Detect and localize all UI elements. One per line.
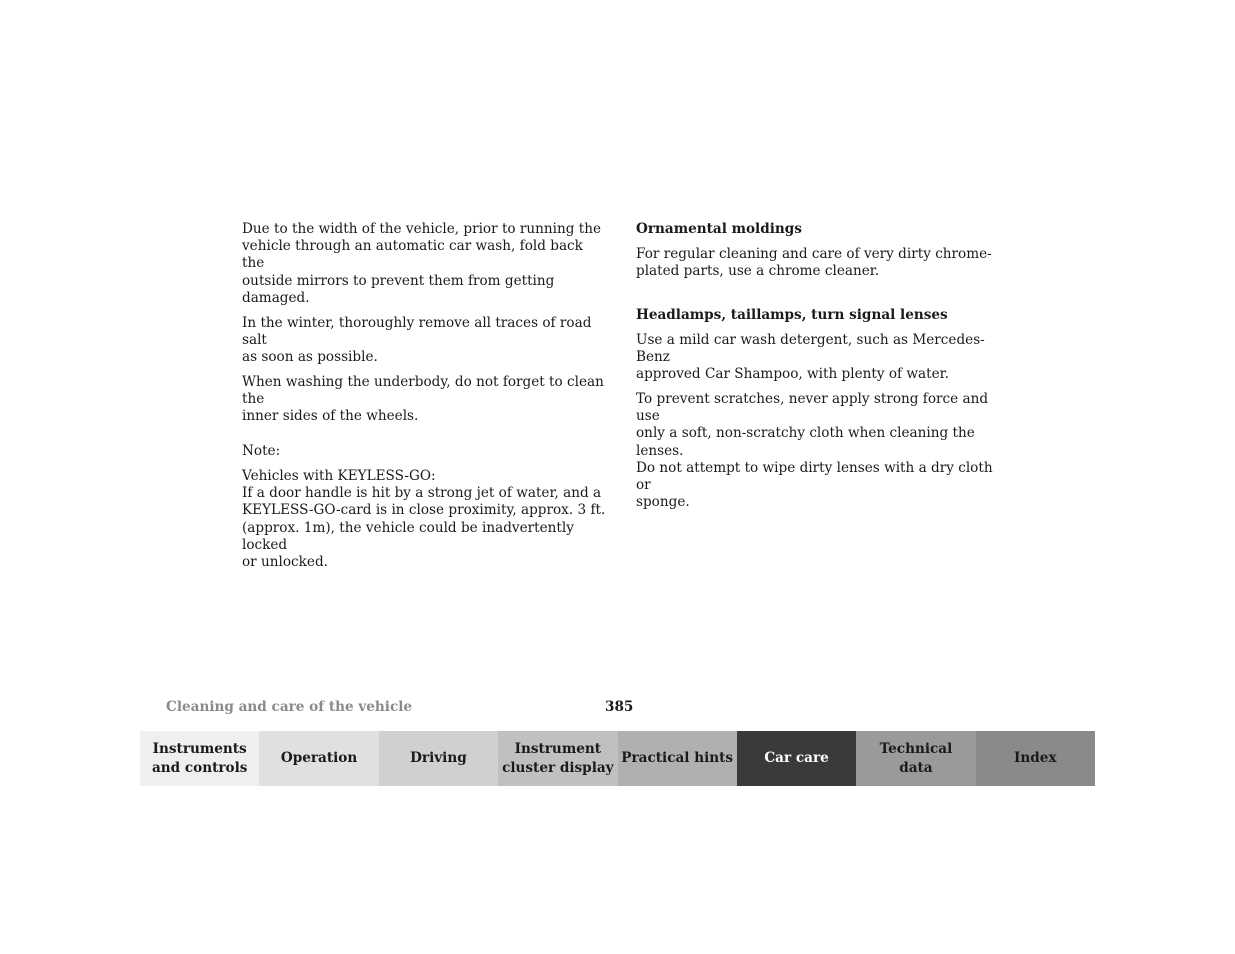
winter-salt-paragraph: In the winter, thoroughly remove all traces of road salt as soon as possible. (242, 314, 592, 365)
tab-technical-data[interactable]: Technical data (856, 731, 975, 786)
mirror-paragraph: Due to the width of the vehicle, prior to running the vehicle through an automatic car wash, fold back the outside mirrors to prevent them from getting damaged. (242, 221, 602, 306)
note-label: Note: (242, 443, 281, 460)
tab-index[interactable]: Index (976, 731, 1095, 786)
tab-practical-hints[interactable]: Practical hints (618, 731, 737, 786)
scratches-paragraph: To prevent scratches, never apply strong force and use only a soft, non-scratchy cloth when cleaning the lenses. Do not attempt to wipe dirty lenses with a dry cloth or sponge. (636, 390, 993, 511)
car-shampoo-paragraph: Use a mild car wash detergent, such as Mercedes-Benz approved Car Shampoo, with plenty of water. (636, 331, 985, 383)
section-title: Cleaning and care of the vehicle (166, 699, 413, 715)
ornamental-moldings-heading: Ornamental moldings (636, 221, 802, 237)
lenses-heading: Headlamps, taillamps, turn signal lenses (636, 306, 948, 323)
tab-driving[interactable]: Driving (379, 731, 498, 786)
chrome-cleaner-paragraph: For regular cleaning and care of very dirty chrome- plated parts, use a chrome cleaner. (636, 246, 992, 280)
page-number: 385 (605, 699, 634, 715)
tab-car-care[interactable]: Car care (737, 731, 856, 786)
right-column (636, 221, 1001, 519)
tab-instrument-cluster-display[interactable]: Instrument cluster display (498, 731, 617, 786)
keyless-go-note: Vehicles with KEYLESS-GO: If a door handle is hit by a strong jet of water, and a KEYLESS-GO-card is in close proximity, approx. 3 ft. (approx. 1m), the vehicle could be inadvertently locked or unlocked. (242, 467, 606, 570)
underbody-paragraph: When washing the underbody, do not forget to clean the inner sides of the wheels. (242, 373, 604, 425)
chapter-tab-bar (140, 731, 1095, 786)
left-column (242, 221, 607, 579)
tab-instruments-and-controls[interactable]: Instruments and controls (140, 731, 259, 786)
tab-operation[interactable]: Operation (259, 731, 378, 786)
